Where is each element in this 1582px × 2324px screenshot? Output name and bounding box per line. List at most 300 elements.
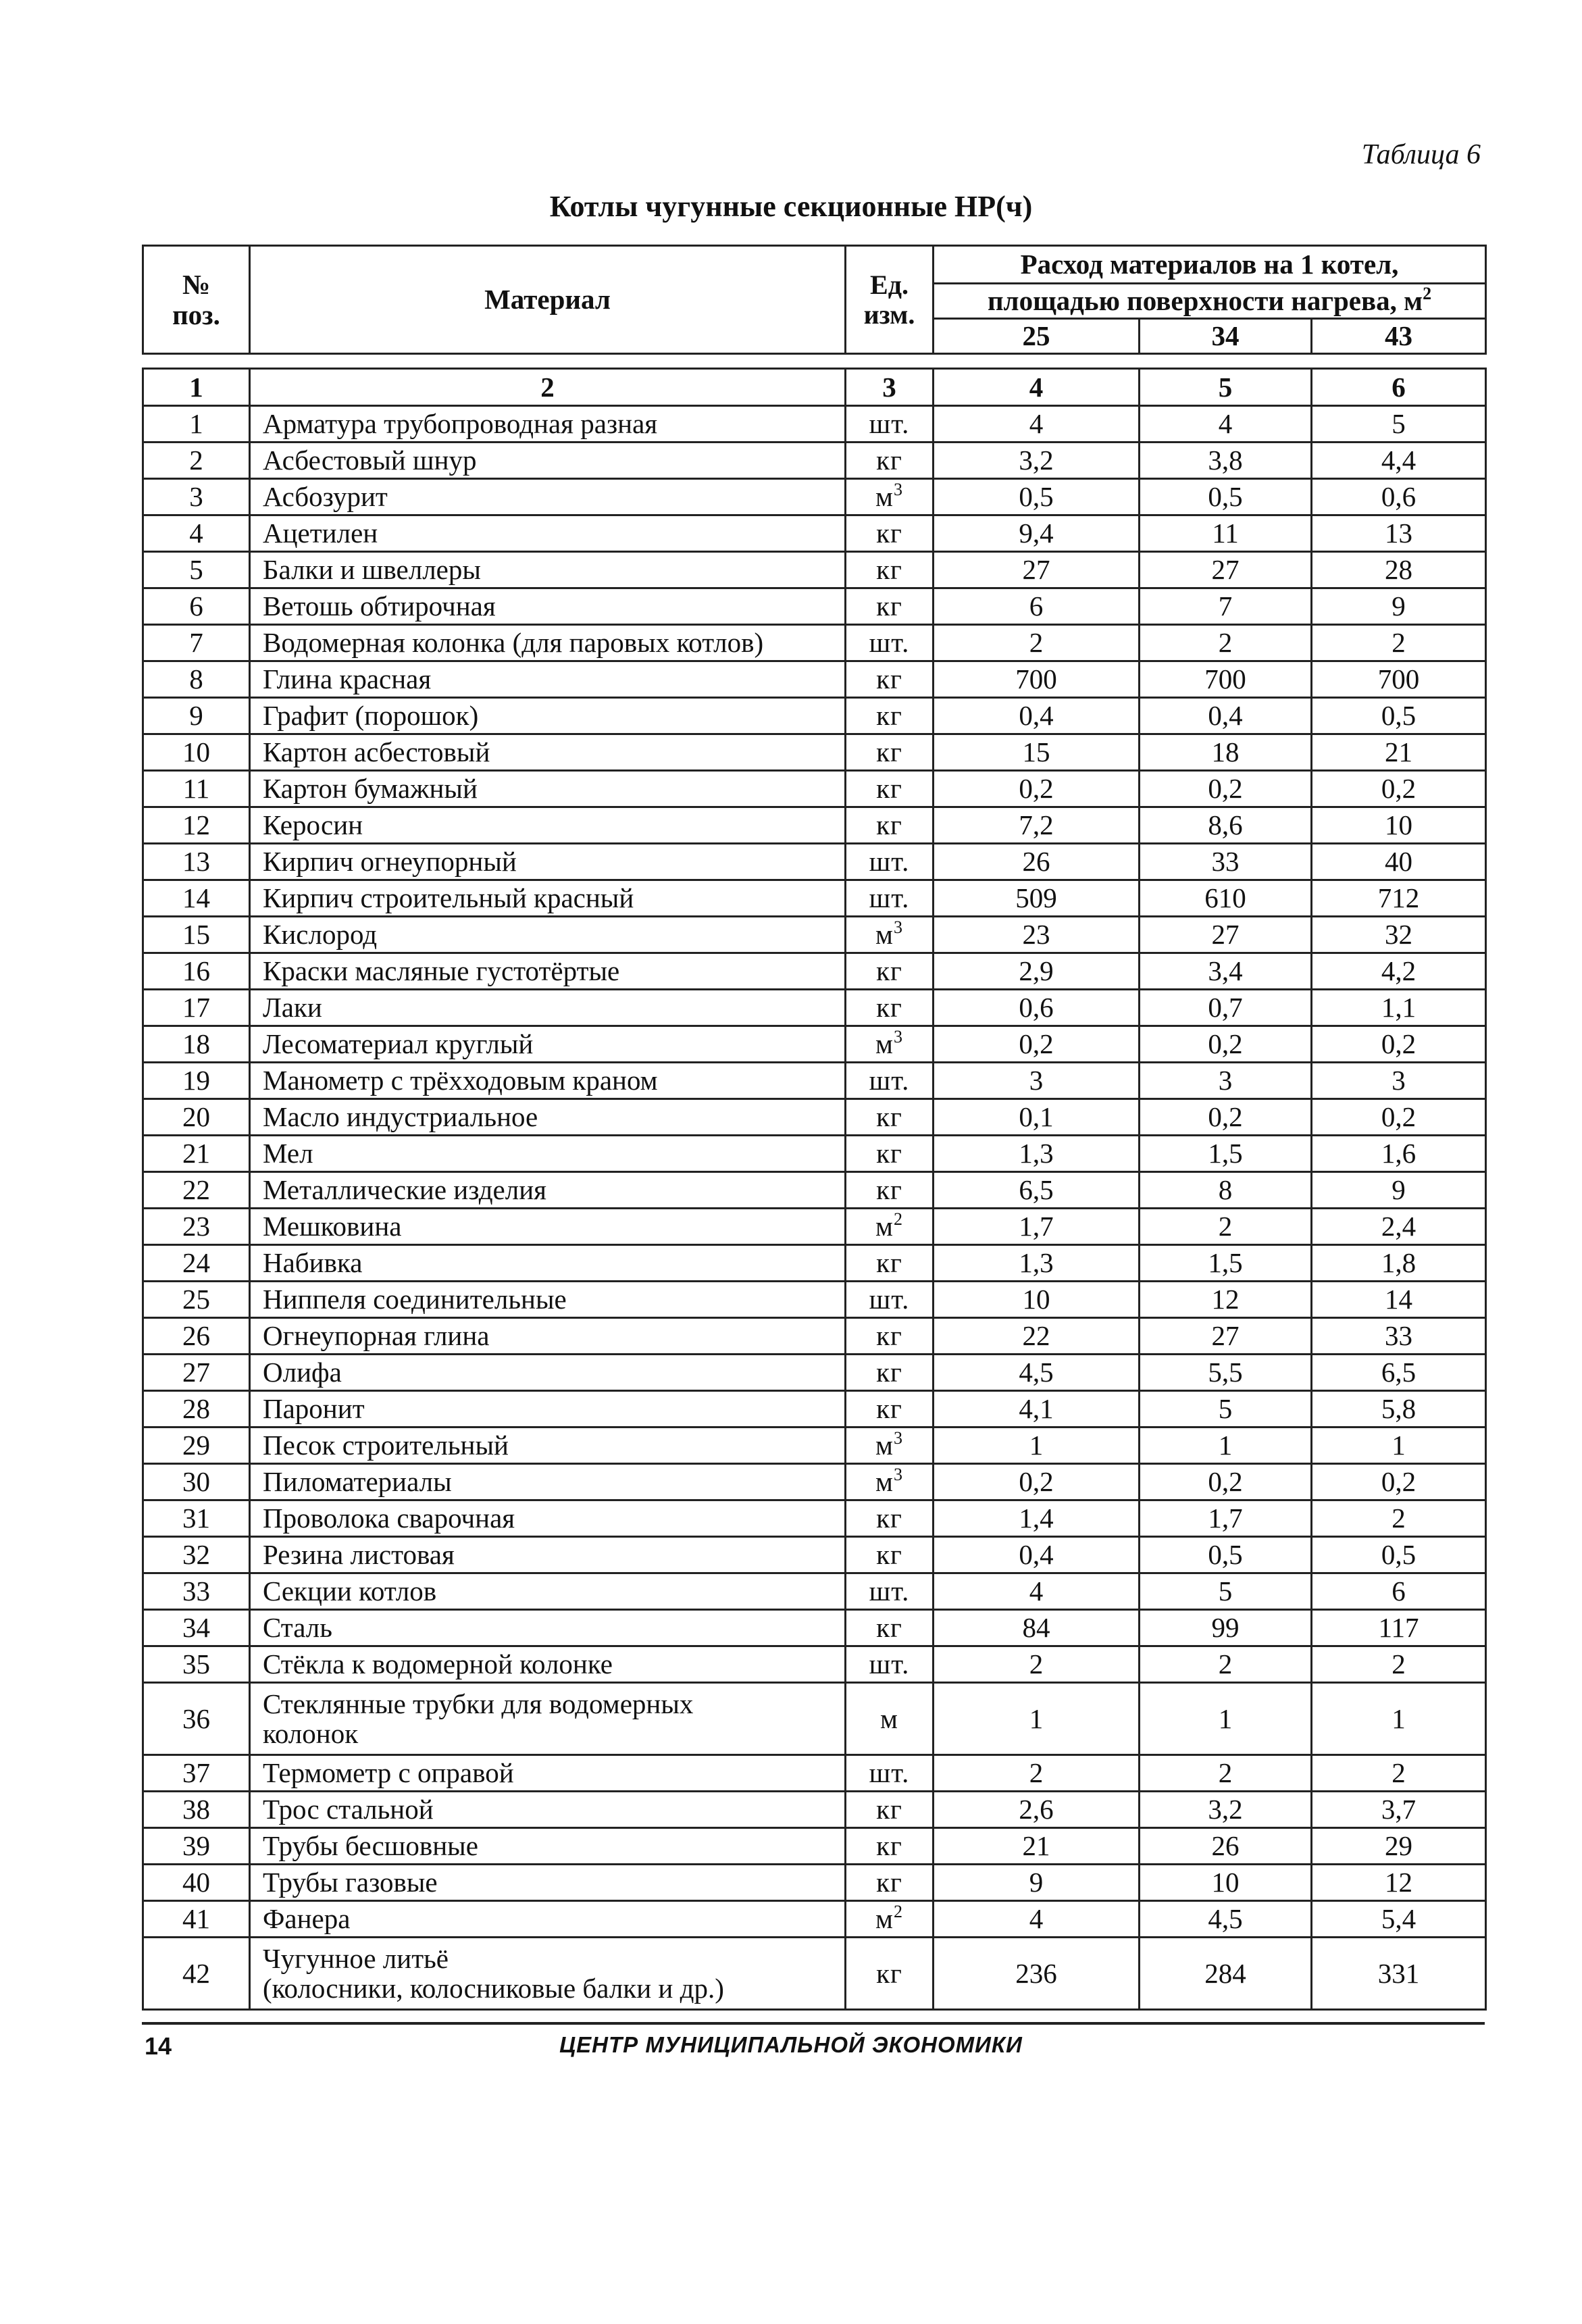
value-25: 236	[934, 1938, 1140, 2010]
table-row	[143, 1026, 1486, 1063]
table-row	[143, 588, 1486, 625]
value-43: 5	[1312, 406, 1486, 443]
table-row	[143, 1099, 1486, 1136]
value-34: 0,7	[1140, 990, 1312, 1026]
value-34: 0,2	[1140, 771, 1312, 807]
table-row	[143, 844, 1486, 880]
table-row	[143, 1683, 1486, 1755]
row-number: 24	[143, 1245, 250, 1282]
value-25: 4	[934, 406, 1140, 443]
material-name: Графит (порошок)	[250, 698, 846, 734]
table-row	[143, 1573, 1486, 1610]
value-43: 28	[1312, 552, 1486, 588]
value-34: 284	[1140, 1938, 1312, 2010]
value-43: 5,4	[1312, 1901, 1486, 1938]
value-43: 0,2	[1312, 1099, 1486, 1136]
table-row	[143, 625, 1486, 661]
value-25: 10	[934, 1282, 1140, 1318]
value-43: 40	[1312, 844, 1486, 880]
unit: кг	[846, 588, 934, 625]
value-25: 4	[934, 1573, 1140, 1610]
value-43: 0,6	[1312, 479, 1486, 515]
material-name: Паронит	[250, 1391, 846, 1428]
table-row	[143, 661, 1486, 698]
value-34: 12	[1140, 1282, 1312, 1318]
unit: кг	[846, 1172, 934, 1209]
value-43: 21	[1312, 734, 1486, 771]
value-25: 0,2	[934, 1464, 1140, 1500]
value-34: 1,7	[1140, 1500, 1312, 1537]
material-name: Асбестовый шнур	[250, 443, 846, 479]
row-number: 12	[143, 807, 250, 844]
material-name: Секции котлов	[250, 1573, 846, 1610]
value-34: 3,8	[1140, 443, 1312, 479]
unit: кг	[846, 1136, 934, 1172]
unit: шт.	[846, 1282, 934, 1318]
row-number: 36	[143, 1683, 250, 1755]
material-name: Трубы бесшовные	[250, 1828, 846, 1865]
value-34: 5,5	[1140, 1355, 1312, 1391]
material-name: Набивка	[250, 1245, 846, 1282]
material-name: Балки и швеллеры	[250, 552, 846, 588]
value-25: 3	[934, 1063, 1140, 1099]
column-number: 5	[1140, 369, 1312, 406]
row-number: 33	[143, 1573, 250, 1610]
value-43: 3	[1312, 1063, 1486, 1099]
value-43: 6,5	[1312, 1355, 1486, 1391]
row-number: 5	[143, 552, 250, 588]
material-name: Кирпич строительный красный	[250, 880, 846, 917]
value-34: 33	[1140, 844, 1312, 880]
row-number: 11	[143, 771, 250, 807]
table-row	[143, 443, 1486, 479]
unit: кг	[846, 1500, 934, 1537]
value-25: 4,1	[934, 1391, 1140, 1428]
value-25: 2	[934, 1646, 1140, 1683]
row-number: 15	[143, 917, 250, 953]
value-34: 610	[1140, 880, 1312, 917]
table-row	[143, 1172, 1486, 1209]
value-34: 7	[1140, 588, 1312, 625]
value-25: 1,3	[934, 1245, 1140, 1282]
material-name: Металлические изделия	[250, 1172, 846, 1209]
material-name: Фанера	[250, 1901, 846, 1938]
value-34: 4	[1140, 406, 1312, 443]
material-name: Термометр с оправой	[250, 1755, 846, 1792]
unit: кг	[846, 1610, 934, 1646]
table-label: Таблица 6	[1361, 139, 1481, 170]
unit: $м^2$	[846, 1901, 934, 1938]
value-43: 0,2	[1312, 771, 1486, 807]
value-43: 331	[1312, 1938, 1486, 2010]
table-row	[143, 1282, 1486, 1318]
value-43: 1,1	[1312, 990, 1486, 1026]
value-43: 3,7	[1312, 1792, 1486, 1828]
value-25: 22	[934, 1318, 1140, 1355]
row-number: 27	[143, 1355, 250, 1391]
unit: $м^3$	[846, 1464, 934, 1500]
value-34: 18	[1140, 734, 1312, 771]
table-row	[143, 1063, 1486, 1099]
value-43: 0,5	[1312, 698, 1486, 734]
unit: кг	[846, 1245, 934, 1282]
value-34: 10	[1140, 1865, 1312, 1901]
value-25: 2	[934, 1755, 1140, 1792]
column-number: 4	[934, 369, 1140, 406]
unit: кг	[846, 1318, 934, 1355]
table-row	[143, 807, 1486, 844]
unit: шт.	[846, 1063, 934, 1099]
material-name: Ацетилен	[250, 515, 846, 552]
row-number: 2	[143, 443, 250, 479]
unit: $м^2$	[846, 1209, 934, 1245]
value-34: 5	[1140, 1391, 1312, 1428]
material-name: Краски масляные густотёртые	[250, 953, 846, 990]
value-34: 0,2	[1140, 1026, 1312, 1063]
column-number: 1	[143, 369, 250, 406]
row-number: 7	[143, 625, 250, 661]
value-25: 2	[934, 625, 1140, 661]
material-name: Мешковина	[250, 1209, 846, 1245]
unit: кг	[846, 807, 934, 844]
material-name: Песок строительный	[250, 1428, 846, 1464]
value-34: 4,5	[1140, 1901, 1312, 1938]
row-number: 32	[143, 1537, 250, 1573]
material-name: Трос стальной	[250, 1792, 846, 1828]
value-43: 0,2	[1312, 1464, 1486, 1500]
unit: кг	[846, 661, 934, 698]
value-43: 2	[1312, 1646, 1486, 1683]
header-pos: № поз.	[143, 246, 250, 354]
table-row	[143, 734, 1486, 771]
material-name: Масло индустриальное	[250, 1099, 846, 1136]
table-row	[143, 1318, 1486, 1355]
value-34: 8	[1140, 1172, 1312, 1209]
value-43: 1,6	[1312, 1136, 1486, 1172]
row-number: 8	[143, 661, 250, 698]
value-34: 0,5	[1140, 479, 1312, 515]
value-43: 1	[1312, 1428, 1486, 1464]
value-34: 8,6	[1140, 807, 1312, 844]
table-row	[143, 1355, 1486, 1391]
table-row	[143, 1865, 1486, 1901]
row-number: 22	[143, 1172, 250, 1209]
value-43: 6	[1312, 1573, 1486, 1610]
unit: кг	[846, 1099, 934, 1136]
value-34: 0,4	[1140, 698, 1312, 734]
value-25: 6,5	[934, 1172, 1140, 1209]
value-25: 1,4	[934, 1500, 1140, 1537]
row-number: 21	[143, 1136, 250, 1172]
unit: шт.	[846, 1755, 934, 1792]
value-25: 0,2	[934, 771, 1140, 807]
material-name: Манометр с трёхходовым краном	[250, 1063, 846, 1099]
value-34: 2	[1140, 625, 1312, 661]
unit: шт.	[846, 625, 934, 661]
value-34: 26	[1140, 1828, 1312, 1865]
table-row	[143, 990, 1486, 1026]
table-row	[143, 917, 1486, 953]
table-row	[143, 406, 1486, 443]
row-number: 20	[143, 1099, 250, 1136]
material-name: Стеклянные трубки для водомерных колонок	[250, 1683, 846, 1755]
header-area-34: 34	[1140, 319, 1312, 354]
value-43: 2	[1312, 1500, 1486, 1537]
value-34: 27	[1140, 917, 1312, 953]
value-25: 15	[934, 734, 1140, 771]
value-25: 9	[934, 1865, 1140, 1901]
column-number: 2	[250, 369, 846, 406]
value-25: 1,7	[934, 1209, 1140, 1245]
value-25: 84	[934, 1610, 1140, 1646]
value-34: 3	[1140, 1063, 1312, 1099]
value-25: 1,3	[934, 1136, 1140, 1172]
value-34: 1	[1140, 1428, 1312, 1464]
value-34: 99	[1140, 1610, 1312, 1646]
materials-table	[142, 368, 1487, 2011]
value-34: 1,5	[1140, 1136, 1312, 1172]
row-number: 31	[143, 1500, 250, 1537]
row-number: 19	[143, 1063, 250, 1099]
value-43: 29	[1312, 1828, 1486, 1865]
value-25: 0,5	[934, 479, 1140, 515]
value-25: 3,2	[934, 443, 1140, 479]
material-name: Олифа	[250, 1355, 846, 1391]
column-number: 3	[846, 369, 934, 406]
unit: шт.	[846, 880, 934, 917]
row-number: 6	[143, 588, 250, 625]
table-row	[143, 1500, 1486, 1537]
material-name: Ветошь обтирочная	[250, 588, 846, 625]
row-number: 14	[143, 880, 250, 917]
value-34: 27	[1140, 552, 1312, 588]
value-25: 0,6	[934, 990, 1140, 1026]
unit: кг	[846, 1355, 934, 1391]
value-43: 0,5	[1312, 1537, 1486, 1573]
row-number: 3	[143, 479, 250, 515]
header-heating-area: площадью поверхности нагрева, $м^2$	[934, 284, 1486, 319]
material-name: Глина красная	[250, 661, 846, 698]
row-number: 39	[143, 1828, 250, 1865]
unit: кг	[846, 990, 934, 1026]
material-name: Арматура трубопроводная разная	[250, 406, 846, 443]
row-number: 38	[143, 1792, 250, 1828]
value-43: 33	[1312, 1318, 1486, 1355]
material-name: Водомерная колонка (для паровых котлов)	[250, 625, 846, 661]
footer-divider	[142, 2022, 1485, 2025]
unit: кг	[846, 953, 934, 990]
value-43: 12	[1312, 1865, 1486, 1901]
table-row	[143, 1610, 1486, 1646]
value-25: 4	[934, 1901, 1140, 1938]
row-number: 29	[143, 1428, 250, 1464]
value-43: 13	[1312, 515, 1486, 552]
value-25: 1	[934, 1683, 1140, 1755]
row-number: 25	[143, 1282, 250, 1318]
value-34: 1	[1140, 1683, 1312, 1755]
material-name: Трубы газовые	[250, 1865, 846, 1901]
value-25: 0,1	[934, 1099, 1140, 1136]
value-43: 1,8	[1312, 1245, 1486, 1282]
unit: кг	[846, 1792, 934, 1828]
header-area-25: 25	[934, 319, 1140, 354]
value-43: 0,2	[1312, 1026, 1486, 1063]
value-25: 4,5	[934, 1355, 1140, 1391]
table-row	[143, 515, 1486, 552]
material-name: Проволока сварочная	[250, 1500, 846, 1537]
value-25: 21	[934, 1828, 1140, 1865]
table-row	[143, 1901, 1486, 1938]
value-25: 509	[934, 880, 1140, 917]
row-number: 42	[143, 1938, 250, 2010]
material-name: Резина листовая	[250, 1537, 846, 1573]
value-34: 2	[1140, 1209, 1312, 1245]
column-number: 6	[1312, 369, 1486, 406]
unit: кг	[846, 515, 934, 552]
unit: $м^3$	[846, 1026, 934, 1063]
value-25: 0,2	[934, 1026, 1140, 1063]
header-unit: Ед. изм.	[846, 246, 934, 354]
material-name: Картон бумажный	[250, 771, 846, 807]
header-area-43: 43	[1312, 319, 1486, 354]
unit: кг	[846, 552, 934, 588]
value-43: 5,8	[1312, 1391, 1486, 1428]
unit: кг	[846, 1938, 934, 2010]
material-name: Чугунное литьё (колосники, колосниковые балки и др.)	[250, 1938, 846, 2010]
table-row	[143, 1938, 1486, 2010]
value-43: 712	[1312, 880, 1486, 917]
value-25: 9,4	[934, 515, 1140, 552]
table-row	[143, 1136, 1486, 1172]
value-34: 0,2	[1140, 1464, 1312, 1500]
value-34: 0,5	[1140, 1537, 1312, 1573]
value-43: 2,4	[1312, 1209, 1486, 1245]
value-25: 1	[934, 1428, 1140, 1464]
value-43: 2	[1312, 1755, 1486, 1792]
material-name: Мел	[250, 1136, 846, 1172]
value-43: 10	[1312, 807, 1486, 844]
row-number: 4	[143, 515, 250, 552]
row-number: 13	[143, 844, 250, 880]
value-43: 117	[1312, 1610, 1486, 1646]
table-row	[143, 1755, 1486, 1792]
row-number: 28	[143, 1391, 250, 1428]
value-34: 1,5	[1140, 1245, 1312, 1282]
value-43: 4,4	[1312, 443, 1486, 479]
row-number: 17	[143, 990, 250, 1026]
value-25: 0,4	[934, 1537, 1140, 1573]
unit: $м^3$	[846, 917, 934, 953]
row-number: 10	[143, 734, 250, 771]
value-43: 4,2	[1312, 953, 1486, 990]
table-row	[143, 479, 1486, 515]
header-material: Материал	[250, 246, 846, 354]
unit: кг	[846, 443, 934, 479]
value-34: 11	[1140, 515, 1312, 552]
value-34: 3,2	[1140, 1792, 1312, 1828]
table-row	[143, 1245, 1486, 1282]
value-34: 0,2	[1140, 1099, 1312, 1136]
value-34: 3,4	[1140, 953, 1312, 990]
unit: кг	[846, 1865, 934, 1901]
table-row	[143, 1428, 1486, 1464]
value-25: 2,9	[934, 953, 1140, 990]
table-row	[143, 698, 1486, 734]
value-25: 23	[934, 917, 1140, 953]
row-number: 37	[143, 1755, 250, 1792]
table-row	[143, 1646, 1486, 1683]
row-number: 23	[143, 1209, 250, 1245]
unit: кг	[846, 734, 934, 771]
unit: кг	[846, 1828, 934, 1865]
material-name: Стёкла к водомерной колонке	[250, 1646, 846, 1683]
value-43: 1	[1312, 1683, 1486, 1755]
value-25: 27	[934, 552, 1140, 588]
material-name: Лаки	[250, 990, 846, 1026]
value-43: 14	[1312, 1282, 1486, 1318]
value-34: 2	[1140, 1755, 1312, 1792]
page-title: Котлы чугунные секционные НР(ч)	[549, 190, 1033, 223]
table-row	[143, 1792, 1486, 1828]
unit: $м^3$	[846, 479, 934, 515]
value-34: 2	[1140, 1646, 1312, 1683]
material-name: Кислород	[250, 917, 846, 953]
row-number: 9	[143, 698, 250, 734]
unit: кг	[846, 1391, 934, 1428]
material-name: Лесоматериал круглый	[250, 1026, 846, 1063]
unit: шт.	[846, 1646, 934, 1683]
value-43: 32	[1312, 917, 1486, 953]
value-25: 700	[934, 661, 1140, 698]
material-name: Пиломатериалы	[250, 1464, 846, 1500]
table-row	[143, 1391, 1486, 1428]
material-name: Огнеупорная глина	[250, 1318, 846, 1355]
unit: шт.	[846, 844, 934, 880]
row-number: 40	[143, 1865, 250, 1901]
material-name: Картон асбестовый	[250, 734, 846, 771]
value-43: 700	[1312, 661, 1486, 698]
material-name: Кирпич огнеупорный	[250, 844, 846, 880]
table-row	[143, 953, 1486, 990]
row-number: 30	[143, 1464, 250, 1500]
row-number: 35	[143, 1646, 250, 1683]
unit: кг	[846, 1537, 934, 1573]
material-name: Асбозурит	[250, 479, 846, 515]
page-number: 14	[145, 2032, 172, 2060]
row-number: 1	[143, 406, 250, 443]
value-43: 9	[1312, 1172, 1486, 1209]
unit: $м^3$	[846, 1428, 934, 1464]
footer-organization: ЦЕНТР МУНИЦИПАЛЬНОЙ ЭКОНОМИКИ	[559, 2032, 1023, 2057]
value-25: 0,4	[934, 698, 1140, 734]
value-25: 6	[934, 588, 1140, 625]
unit: м	[846, 1683, 934, 1755]
material-name: Сталь	[250, 1610, 846, 1646]
table-row	[143, 880, 1486, 917]
value-34: 700	[1140, 661, 1312, 698]
material-name: Ниппеля соединительные	[250, 1282, 846, 1318]
unit: кг	[846, 771, 934, 807]
unit: шт.	[846, 1573, 934, 1610]
row-number: 41	[143, 1901, 250, 1938]
value-43: 9	[1312, 588, 1486, 625]
header-consumption: Расход материалов на 1 котел,	[934, 246, 1486, 284]
row-number: 26	[143, 1318, 250, 1355]
material-name: Керосин	[250, 807, 846, 844]
value-25: 2,6	[934, 1792, 1140, 1828]
row-number: 18	[143, 1026, 250, 1063]
row-number: 34	[143, 1610, 250, 1646]
